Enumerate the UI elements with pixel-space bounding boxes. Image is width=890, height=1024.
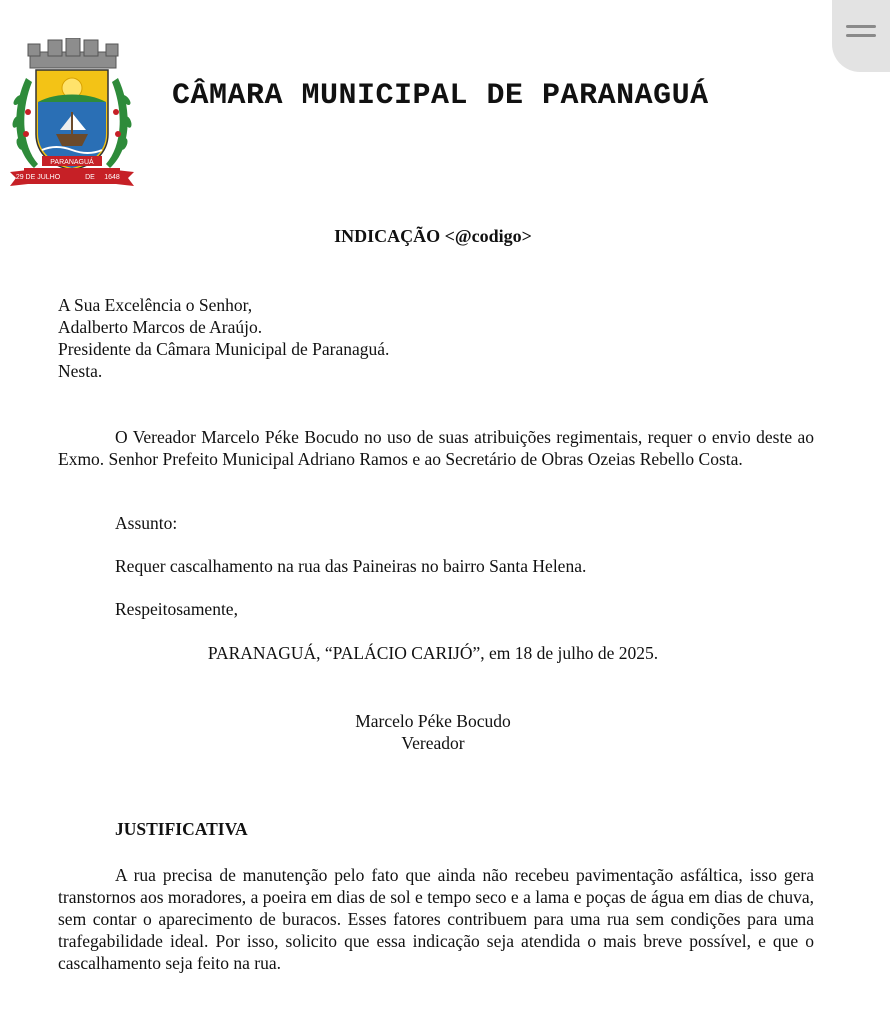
crest-ribbon	[10, 168, 134, 186]
branch-right-icon	[106, 78, 133, 168]
document-heading: INDICAÇÃO <@codigo>	[334, 226, 532, 246]
coat-of-arms-icon	[8, 38, 136, 190]
recipient-line-3: Presidente da Câmara Municipal de Paranaguá.	[58, 339, 390, 359]
subject-text: Requer cascalhamento na rua das Paineiras no bairro Santa Helena.	[115, 556, 587, 576]
subject-label: Assunto:	[115, 513, 178, 533]
justification-title: JUSTIFICATIVA	[115, 819, 248, 839]
body-paragraph: O Vereador Marcelo Péke Bocudo no uso de suas atribuições regimentais, requer o envio deste ao Exmo. Senhor Prefeito Municipal Adriano Ramos e ao Secretário de Obras Ozeias Rebello Costa.	[58, 427, 814, 469]
hamburger-menu-icon	[846, 25, 876, 28]
place-date: PARANAGUÁ, “PALÁCIO CARIJÓ”, em 18 de julho de 2025.	[207, 643, 659, 663]
closing-text: Respeitosamente,	[115, 599, 238, 619]
recipient-line-2: Adalberto Marcos de Araújo.	[58, 317, 263, 337]
hamburger-menu-icon-bar	[846, 34, 876, 37]
justification-text: A rua precisa de manutenção pelo fato que ainda não recebeu pavimentação asfáltica, isso gera transtornos aos moradores, a poeira em dias de sol e tempo seco e a lama e poças de água em dias de chuva, sem contar o aparecimento de buracos. Esses fatores contribuem para uma rua sem condições para uma trafegabilidade ideal. Por isso, solicito que essa indicação seja atendida o mais breve possível, e que o cascalhamento seja feito na rua.	[58, 865, 814, 973]
recipient-line-4: Nesta.	[58, 361, 103, 381]
branch-left-icon	[11, 78, 38, 168]
crest-banner	[42, 156, 102, 166]
recipient-line-1: A Sua Excelência o Senhor,	[58, 295, 253, 315]
menu-button[interactable]	[832, 0, 890, 72]
page-title: CÂMARA MUNICIPAL DE PARANAGUÁ	[172, 79, 709, 113]
shield-icon	[36, 70, 108, 170]
crown-icon	[28, 38, 118, 68]
crest-banner-text: PARANAGUÁ	[50, 159, 94, 166]
signature-name: Marcelo Péke Bocudo	[355, 711, 511, 731]
crest-ribbon-right: 1648	[104, 174, 120, 181]
signature-role: Vereador	[401, 733, 465, 753]
crest-ribbon-left: 29 DE JULHO	[15, 174, 61, 181]
crest-ribbon-mid: DE	[85, 174, 95, 181]
